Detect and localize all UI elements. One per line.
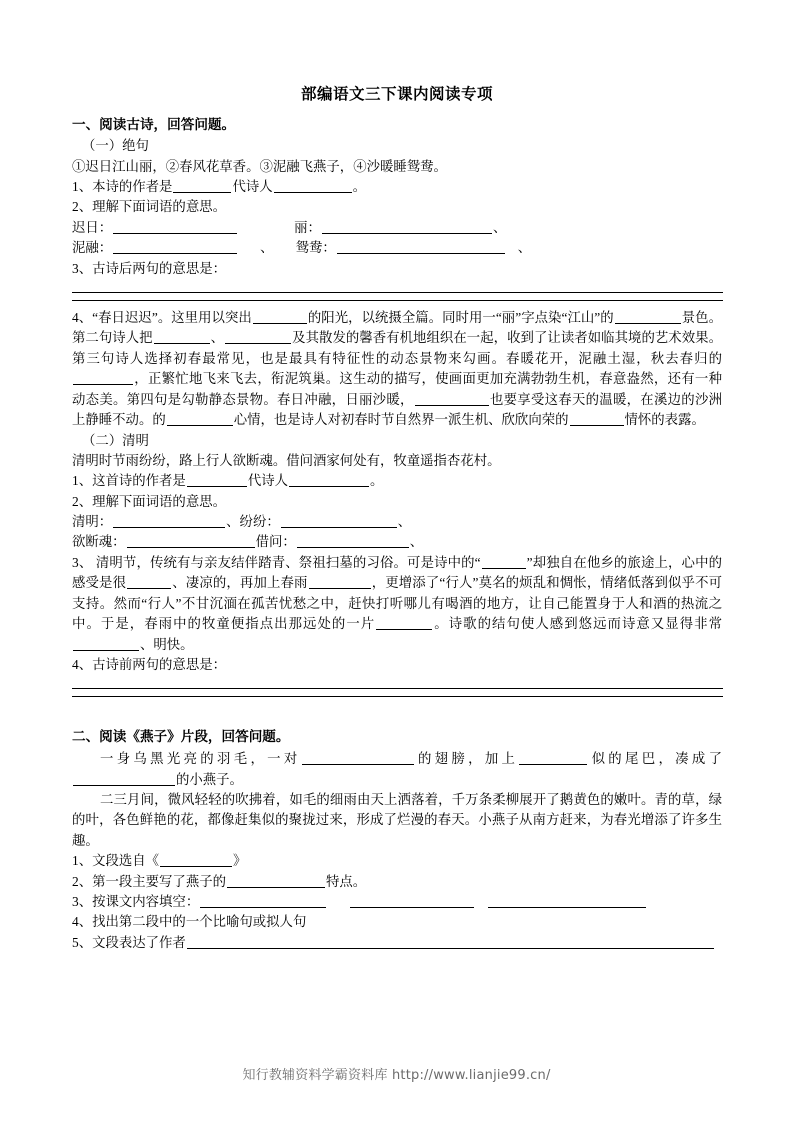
answer-blank[interactable] [309, 576, 371, 590]
q4-part-6: ，正繁忙地飞来飞去，衔泥筑巢。这生动的描写，使画面更加充满勃勃生机，春意盎然，还有一种动态美。第四句是勾勒静态景物。春日冲融，日丽沙暖， [72, 371, 722, 407]
poem-2-question-3 [72, 553, 722, 655]
q4-part-3: 景色。第二句诗人把 [72, 309, 722, 346]
q1-prefix: 1、文段选自《 [72, 853, 160, 869]
spacer [72, 675, 722, 688]
word-sep: 、 [397, 514, 412, 530]
footer-watermark: 知行教辅资料学霸资料库 http://www.lianjie99.cn/ [242, 1068, 551, 1083]
answer-blank[interactable] [127, 576, 171, 590]
answer-blank[interactable] [274, 179, 352, 193]
q1-middle: 代诗人 [247, 473, 288, 489]
answer-blank[interactable] [415, 392, 489, 406]
q1-suffix: 。 [352, 179, 366, 195]
answer-blank[interactable] [160, 854, 232, 868]
poem-2-question-1 [72, 471, 722, 491]
q1-prefix: 1、这首诗的作者是 [72, 473, 186, 489]
poem-1-text: ①迟日江山丽，②春风花草香。③泥融飞燕子，④沙暖睡鸳鸯。 [72, 158, 447, 174]
passage-question-2 [72, 872, 722, 892]
poem-1-question-1 [72, 177, 722, 197]
passage-paragraph-1 [72, 749, 722, 790]
q4-part-5: 及其散发的馨香有机地组织在一起，收到了让读者如临其境的艺术效果。第三句诗人选择初春最常见，也是最具有特征性的动态景物来勾画。春暖花开，泥融土湿，秋去春归的 [72, 330, 723, 366]
answer-blank[interactable] [73, 372, 133, 386]
poem-2-question-2: 2、理解下面词语的意思。 [72, 493, 226, 509]
answer-blank[interactable] [127, 535, 255, 549]
poem-1-label: （一）绝句 [82, 138, 149, 154]
answer-blank[interactable] [113, 241, 237, 255]
section-1-heading: 一、阅读古诗，回答问题。 [72, 116, 236, 132]
answer-blank[interactable] [187, 474, 247, 488]
q1-middle: 代诗人 [232, 179, 273, 195]
answer-blank[interactable] [227, 874, 325, 888]
q4-part-8: 心情，也是诗人对初春时节自然界一派生机、欣欣向荣的 [233, 412, 569, 428]
q3-part-2: ”却独自在他乡的旅途上，心中的感受是很 [72, 554, 723, 591]
q3-prefix: 3、按课文内容填空： [72, 894, 200, 909]
answer-blank[interactable] [73, 637, 139, 651]
answer-blank[interactable] [167, 412, 233, 426]
answer-blank[interactable] [482, 555, 526, 569]
section-2-heading: 二、阅读《燕子》片段，回答问题。 [72, 729, 290, 745]
answer-blank[interactable] [253, 310, 307, 324]
passage-question-3 [72, 892, 722, 912]
document-body [72, 84, 722, 953]
answer-blank[interactable] [376, 616, 432, 630]
spacer [72, 301, 722, 308]
word-sep: 、 [492, 219, 507, 235]
q3-part-5: 。诗歌的结句使人感到悠远而诗意又显得非常 [433, 616, 722, 632]
spacer [72, 293, 722, 300]
answer-blank[interactable] [302, 751, 414, 765]
page-title: 部编语文三下课内阅读专项 [300, 86, 493, 103]
word-label-nirong: 泥融： [72, 240, 113, 256]
answer-blank[interactable] [225, 331, 291, 345]
passage-question-1 [72, 851, 722, 871]
word-sep: 、 [409, 534, 424, 550]
q1-suffix: 。 [370, 473, 384, 489]
word-label-li: 丽： [294, 219, 321, 235]
answer-blank[interactable] [73, 772, 175, 786]
answer-blank[interactable] [113, 220, 237, 234]
spacer [72, 689, 722, 696]
word-sep: 、 [260, 240, 274, 256]
answer-blank[interactable] [187, 935, 714, 949]
answer-blank[interactable] [289, 474, 369, 488]
q5-prefix: 5、文段表达了作者 [72, 934, 186, 950]
poem-2-text: 清明时节雨纷纷，路上行人欲断魂。借问酒家何处有，牧童遥指杏花村。 [72, 452, 501, 468]
word-label-yuanyang: 鸳鸯： [295, 240, 336, 256]
poem-1-words-row-2 [72, 238, 722, 258]
passage-question-4: 4、找出第二段中的一个比喻句或拟人句 [72, 914, 307, 930]
answer-blank[interactable] [173, 179, 231, 193]
q2-prefix: 2、第一段主要写了燕子的 [72, 873, 226, 889]
answer-blank[interactable] [337, 241, 505, 255]
word-label-chiri: 迟日： [72, 219, 113, 235]
q4-part-9: 情怀的表露。 [624, 412, 705, 428]
word-label-jiewen: 借问： [255, 534, 296, 550]
answer-blank[interactable] [570, 412, 624, 426]
p1-part-2: 的翅膀，加上 [414, 751, 519, 767]
poem-2-label: （二）清明 [82, 432, 149, 448]
poem-2-question-4: 4、古诗前两句的意思是： [72, 657, 226, 673]
p1-part-4: 的小燕子。 [176, 771, 243, 787]
q3-part-1: 3、 清明节，传统有与亲友结伴踏青、祭祖扫墓的习俗。可是诗中的“ [72, 554, 481, 570]
answer-blank[interactable] [615, 310, 681, 324]
q4-part-7: 也要享受这春天的温暖，在溪边的沙洲上静睡不动。的 [72, 391, 723, 428]
q1-suffix: 》 [233, 853, 247, 869]
q4-part-1: 4、“春日迟迟”。这里用以突出 [72, 309, 252, 325]
q3-part-6: 、明快。 [140, 636, 194, 652]
q1-prefix: 1、本诗的作者是 [72, 179, 173, 195]
poem-1-question-2: 2、理解下面词语的意思。 [72, 199, 226, 215]
q3-part-3: 、凄凉的，再加上春雨 [172, 575, 308, 591]
spacer [72, 279, 722, 292]
p1-part-3: 似的尾巴，凑成了 [588, 751, 723, 767]
word-sep: 、 [517, 240, 532, 256]
answer-blank[interactable] [322, 220, 492, 234]
poem-2-words-row-1 [72, 512, 722, 532]
q4-sep: 、 [210, 330, 225, 346]
answer-blank[interactable] [113, 514, 225, 528]
p1-part-1: 一身乌黑光亮的羽毛，一对 [100, 751, 301, 767]
poem-1-words-row-1 [72, 218, 722, 238]
answer-blank[interactable] [281, 514, 397, 528]
poem-1-question-4 [72, 308, 722, 431]
word-label-qingming: 清明： [72, 514, 113, 530]
word-sep: 、纷纷： [226, 514, 280, 530]
answer-blank[interactable] [297, 535, 409, 549]
answer-blank[interactable] [200, 894, 326, 908]
passage-paragraph-2: 二三月间，微风轻轻的吹拂着，如毛的细雨由天上洒落着，千万条柔柳展开了鹅黄色的嫩叶。青的草，绿的叶，各色鲜艳的花，都像赶集似的聚拢过来，形成了烂漫的春天。小燕子从南方赶来，为春光增添了许多生趣。 [72, 791, 722, 848]
poem-1-question-3: 3、古诗后两句的意思是： [72, 260, 226, 276]
answer-blank[interactable] [350, 894, 474, 908]
q2-suffix: 特点。 [326, 873, 367, 889]
answer-blank[interactable] [154, 331, 210, 345]
poem-2-words-row-2 [72, 532, 722, 552]
answer-blank[interactable] [488, 894, 646, 908]
word-label-yuduanhun: 欲断魂： [72, 534, 126, 550]
answer-blank[interactable] [519, 751, 587, 765]
q4-part-2: 的阳光，以统摄全篇。同时用一“丽”字点染“江山”的 [307, 309, 614, 325]
passage-question-5 [72, 933, 722, 953]
q3-part-4: ，更增添了“行人”莫名的烦乱和惆怅，情绪低落到似乎不可支持。然而“行人”不甘沉湎在孤苦忧愁之中，赶快打听哪儿有喝酒的地方，让自己能置身于人和酒的热流之中。于是，春雨中的牧童便指点出那远处的一片 [72, 575, 723, 632]
spacer [72, 697, 722, 727]
